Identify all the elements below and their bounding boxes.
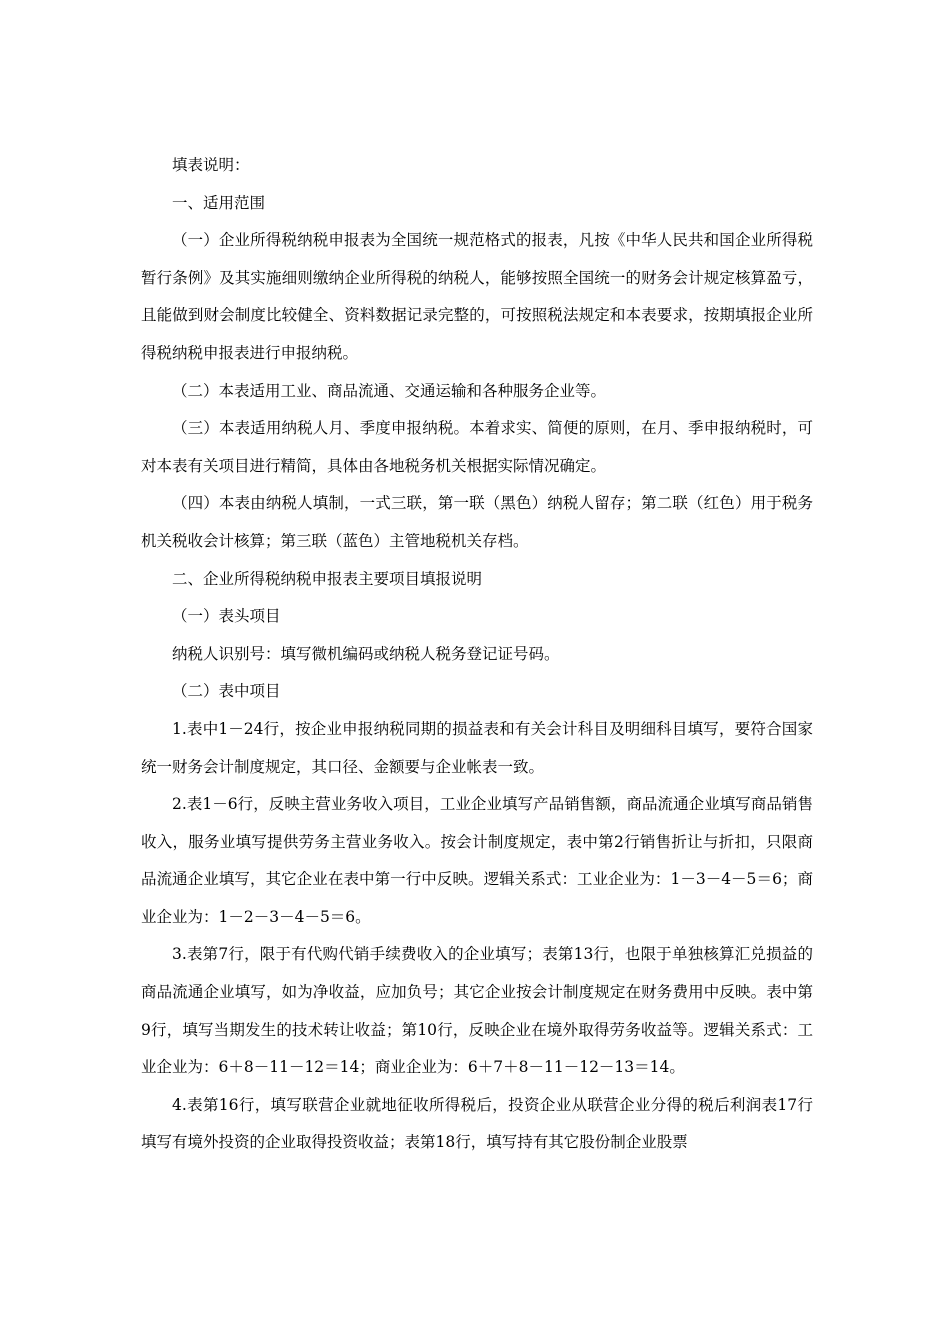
paragraph-item-3: 3.表第7行，限于有代购代销手续费收入的企业填写；表第13行，也限于单独核算汇兑损益的商品流通企业填写，如为净收益，应加负号；其它企业按会计制度规定在财务费用中反映。表中第9行，填写当期发生的技术转让收益；第10行，反映企业在境外取得劳务收益等。逻辑关系式：工业企业为：6＋8－11－12＝14；商业企业为：6＋7＋8－11－12－13＝14。 [141,945,813,1077]
paragraph-item-1: 1.表中1－24行，按企业申报纳税同期的损益表和有关会计科目及明细科目填写，要符合国家统一财务会计制度规定，其口径、金额要与企业帐表一致。 [141,719,813,776]
heading-instructions: 填表说明： [172,156,250,174]
document-body [141,147,813,1162]
section-heading-items: 二、企业所得税纳税申报表主要项目填报说明 [172,569,483,588]
paragraph-scope-2: （二）本表适用工业、商品流通、交通运输和各种服务企业等。 [172,381,607,400]
subheading-table-items: （二）表中项目 [172,682,281,701]
paragraph-scope-1: （一）企业所得税纳税申报表为全国统一规范格式的报表，凡按《中华人民共和国企业所得税暂行条例》及其实施细则缴纳企业所得税的纳税人，能够按照全国统一的财务会计规定核算盈亏，且能做到财会制度比较健全、资料数据记录完整的，可按照税法规定和本表要求，按期填报企业所得税纳税申报表进行申报纳税。 [141,231,813,362]
subheading-header-items: （一）表头项目 [172,607,281,626]
paragraph-taxpayer-id: 纳税人识别号：填写微机编码或纳税人税务登记证号码。 [172,644,560,663]
paragraph-scope-4: （四）本表由纳税人填制，一式三联，第一联（黑色）纳税人留存；第二联（红色）用于税务机关税收会计核算；第三联（蓝色）主管地税机关存档。 [141,494,813,550]
paragraph-scope-3: （三）本表适用纳税人月、季度申报纳税。本着求实、简便的原则，在月、季申报纳税时，可对本表有关项目进行精简，具体由各地税务机关根据实际情况确定。 [141,419,813,475]
section-heading-scope: 一、适用范围 [172,193,266,212]
paragraph-item-2: 2.表1－6行，反映主营业务收入项目，工业企业填写产品销售额，商品流通企业填写商品销售收入，服务业填写提供劳务主营业务收入。按会计制度规定，表中第2行销售折让与折扣，只限商品流通企业填写，其它企业在表中第一行中反映。逻辑关系式：工业企业为：1－3－4－5＝6；商业企业为：1－2－3－4－5＝6。 [141,795,813,926]
paragraph-item-4: 4.表第16行，填写联营企业就地征收所得税后，投资企业从联营企业分得的税后利润表17行填写有境外投资的企业取得投资收益；表第18行，填写持有其它股份制企业股票 [141,1095,813,1152]
